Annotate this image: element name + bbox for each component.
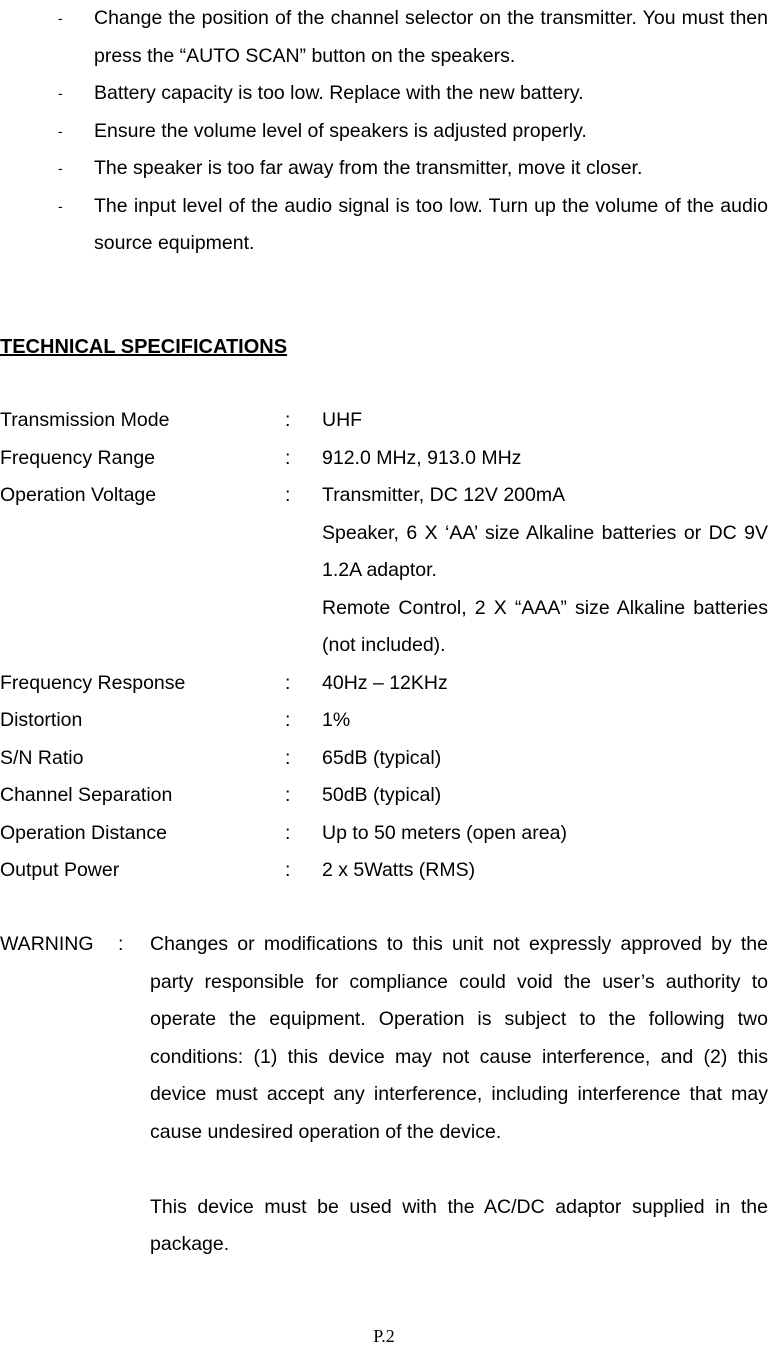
bullet-dash: - (58, 10, 63, 26)
spec-row-frequency-range (0, 440, 768, 478)
warning-section (0, 926, 768, 1264)
spec-label: S/N Ratio (0, 746, 84, 769)
spec-row-output-power (0, 852, 768, 890)
spec-value: 1% (322, 709, 351, 731)
spec-value: Speaker, 6 X ‘AA’ size Alkaline batteries or DC 9V 1.2A adaptor. (322, 521, 768, 581)
page-number: P.2 (373, 1326, 395, 1346)
spec-label: Frequency Range (0, 446, 156, 469)
spec-colon: : (285, 484, 291, 506)
spec-colon: : (285, 746, 291, 769)
spec-value: Transmitter, DC 12V 200mA (322, 484, 566, 506)
bullet-dash: - (58, 197, 63, 214)
spec-values (322, 702, 768, 740)
spec-row-operation-voltage (0, 477, 768, 665)
bullet-dash: - (58, 122, 63, 139)
list-item-text: Change the position of the channel selector on the transmitter. You must then press the “AUTO SCAN” button on the speakers. (94, 7, 768, 67)
spec-colon: : (285, 409, 291, 431)
spec-label: Frequency Response (0, 671, 186, 694)
spec-value: Up to 50 meters (open area) (322, 821, 567, 844)
spec-values (322, 440, 768, 478)
spec-values (322, 852, 768, 890)
spec-values (322, 402, 768, 440)
section-heading: TECHNICAL SPECIFICATIONS (0, 336, 288, 358)
spec-label: Distortion (0, 709, 83, 731)
spec-values (322, 815, 768, 853)
list-item-text: The input level of the audio signal is too low. Turn up the volume of the audio source equipment. (94, 194, 768, 254)
warning-paragraph: This device must be used with the AC/DC adaptor supplied in the package. (150, 1195, 768, 1255)
bullet-dash: - (58, 85, 63, 101)
spec-value: 912.0 MHz, 913.0 MHz (322, 446, 522, 469)
specifications-table (0, 402, 768, 890)
spec-colon: : (285, 446, 291, 469)
spec-label: Operation Voltage (0, 484, 157, 506)
spec-row-frequency-response (0, 665, 768, 703)
list-item-text: Battery capacity is too low. Replace with the new battery. (94, 82, 584, 104)
list-item (0, 0, 768, 75)
spec-value: 65dB (typical) (322, 746, 442, 769)
list-item-text: The speaker is too far away from the transmitter, move it closer. (94, 157, 643, 179)
spec-values (322, 740, 768, 778)
paragraph-gap (150, 1151, 768, 1189)
spec-row-transmission-mode (0, 402, 768, 440)
spec-label: Output Power (0, 859, 120, 881)
spec-row-distortion (0, 702, 768, 740)
spec-row-operation-distance (0, 815, 768, 853)
spec-colon: : (285, 671, 291, 694)
spec-value: Remote Control, 2 X “AAA” size Alkaline batteries (not included). (322, 596, 768, 656)
spec-value: UHF (322, 409, 363, 431)
list-item (0, 113, 768, 151)
spec-label: Transmission Mode (0, 409, 170, 431)
spec-row-sn-ratio (0, 740, 768, 778)
spec-values (322, 777, 768, 815)
troubleshooting-list (0, 0, 768, 263)
bullet-dash: - (58, 160, 63, 176)
spec-values (322, 665, 768, 703)
list-item (0, 188, 768, 263)
warning-label: WARNING (0, 933, 94, 955)
spec-colon: : (285, 709, 291, 731)
spec-colon: : (285, 784, 291, 806)
spec-label: Channel Separation (0, 784, 173, 806)
warning-colon: : (118, 933, 124, 955)
list-item (0, 150, 768, 188)
spec-values (322, 477, 768, 665)
list-item (0, 75, 768, 113)
spec-row-channel-separation (0, 777, 768, 815)
spec-colon: : (285, 859, 291, 881)
spec-colon: : (285, 821, 291, 844)
spec-value: 2 x 5Watts (RMS) (322, 859, 476, 881)
warning-body (150, 926, 768, 1264)
warning-paragraph: Changes or modifications to this unit not expressly approved by the party responsible for compliance could void the user’s authority to operate the equipment. Operation is subject to the following two conditions: (1) this device may not cause interference, and (2) this device must accept any interference, including interference that may cause undesired operation of the device. (150, 933, 768, 1143)
spec-value: 50dB (typical) (322, 784, 442, 806)
spec-value: 40Hz – 12KHz (322, 671, 448, 694)
list-item-text: Ensure the volume level of speakers is adjusted properly. (94, 119, 587, 142)
spec-label: Operation Distance (0, 821, 167, 844)
